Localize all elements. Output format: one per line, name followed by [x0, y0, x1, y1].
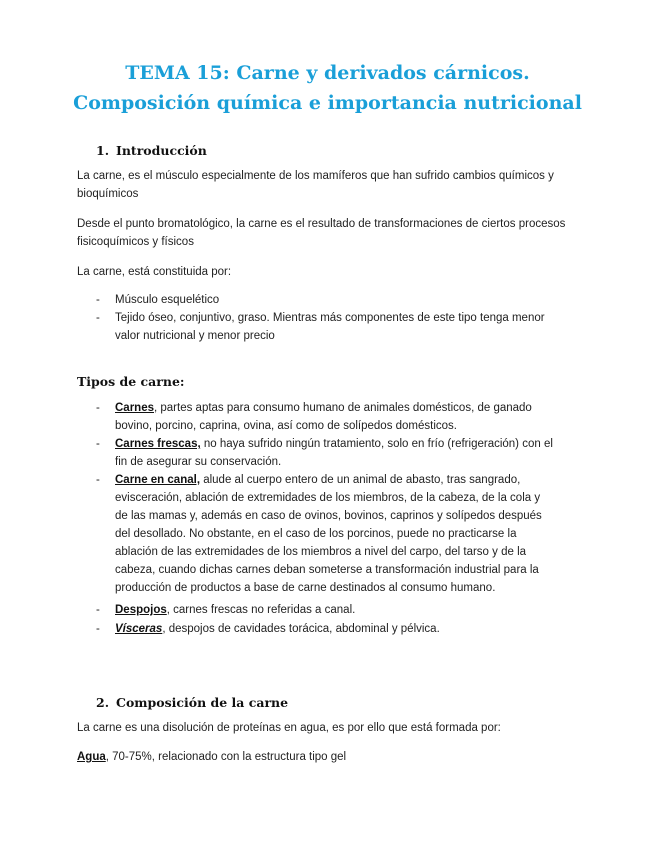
paragraph-agua-text: , 70-75%, relacionado con la estructura tipo gel	[105, 751, 347, 763]
bullet-dash: -	[96, 402, 100, 414]
bullet-dash: -	[96, 312, 100, 324]
term-despojos: Despojos	[115, 604, 167, 616]
term-carnes: Carnes	[115, 402, 154, 414]
list-item	[96, 291, 556, 309]
list-item	[96, 399, 556, 435]
term-visceras: Vísceras	[115, 623, 163, 635]
list-item-text: Tejido óseo, conjuntivo, graso. Mientras más componentes de este tipo tenga menor valor nutricional y menor precio	[115, 312, 545, 342]
page-title-line-2: Composición química e importancia nutricional	[73, 92, 582, 114]
paragraph-disolucion: La carne es una disolución de proteínas en agua, es por ello que está formada por:	[77, 722, 501, 734]
list-item	[96, 601, 556, 619]
list-item-text: alude al cuerpo entero de un animal de abasto, tras sangrado, evisceración, ablación de extremidades de los miembros, de la cabeza, de la cola y de las mamas y, además en caso de ovinos, bovinos, caprinos y solípedos después del desollado. No obstante, en el caso de los porcinos, puede no practicarse la ablación de las extremidades de los miembros a nivel del carpo, del tarso y de la cabeza, cuando dichas carnes deban someterse a transformación industrial para la producción de productos a base de carne destinados al consumo humano.	[115, 474, 542, 594]
list-item-text: , despojos de cavidades torácica, abdominal y pélvica.	[162, 623, 440, 635]
list-item-text: , partes aptas para consumo humano de animales domésticos, de ganado bovino, porcino, caprina, ovina, así como de solípedos domésticos.	[115, 402, 532, 432]
paragraph-bromatologico: Desde el punto bromatológico, la carne es el resultado de transformaciones de ciertos procesos fisicoquímicos y físicos	[77, 218, 566, 248]
page-title-line-1: TEMA 15: Carne y derivados cárnicos.	[125, 62, 530, 84]
bullet-dash: -	[96, 604, 100, 616]
term-carne-en-canal: Carne en canal,	[115, 474, 201, 486]
section-number: 2.	[96, 695, 110, 710]
section-heading-composicion	[96, 695, 288, 710]
paragraph-constituida: La carne, está constituida por:	[77, 266, 232, 278]
list-item-text: Músculo esquelético	[115, 294, 220, 306]
section-heading-text: Introducción	[116, 143, 207, 158]
bullet-dash: -	[96, 623, 100, 635]
paragraph-definicion: La carne, es el músculo especialmente de los mamíferos que han sufrido cambios químicos y bioquímicos	[77, 170, 554, 200]
list-item	[96, 471, 556, 597]
section-heading-text: Composición de la carne	[116, 695, 289, 710]
paragraph-agua	[77, 748, 587, 766]
bullet-dash: -	[96, 294, 100, 306]
subheading-tipos-de-carne: Tipos de carne:	[77, 374, 185, 389]
list-item-text: no haya sufrido ningún tratamiento, solo en frío (refrigeración) con el fin de asegurar su conservación.	[115, 438, 553, 468]
list-item	[96, 435, 556, 471]
term-carnes-frescas: Carnes frescas,	[115, 438, 201, 450]
list-item	[96, 309, 556, 345]
list-item-text: , carnes frescas no referidas a canal.	[166, 604, 356, 616]
section-heading-introduccion	[96, 143, 207, 158]
bullet-dash: -	[96, 438, 100, 450]
section-number: 1.	[96, 143, 110, 158]
bullet-dash: -	[96, 474, 100, 486]
term-agua: Agua	[77, 751, 106, 763]
list-item	[96, 620, 556, 638]
